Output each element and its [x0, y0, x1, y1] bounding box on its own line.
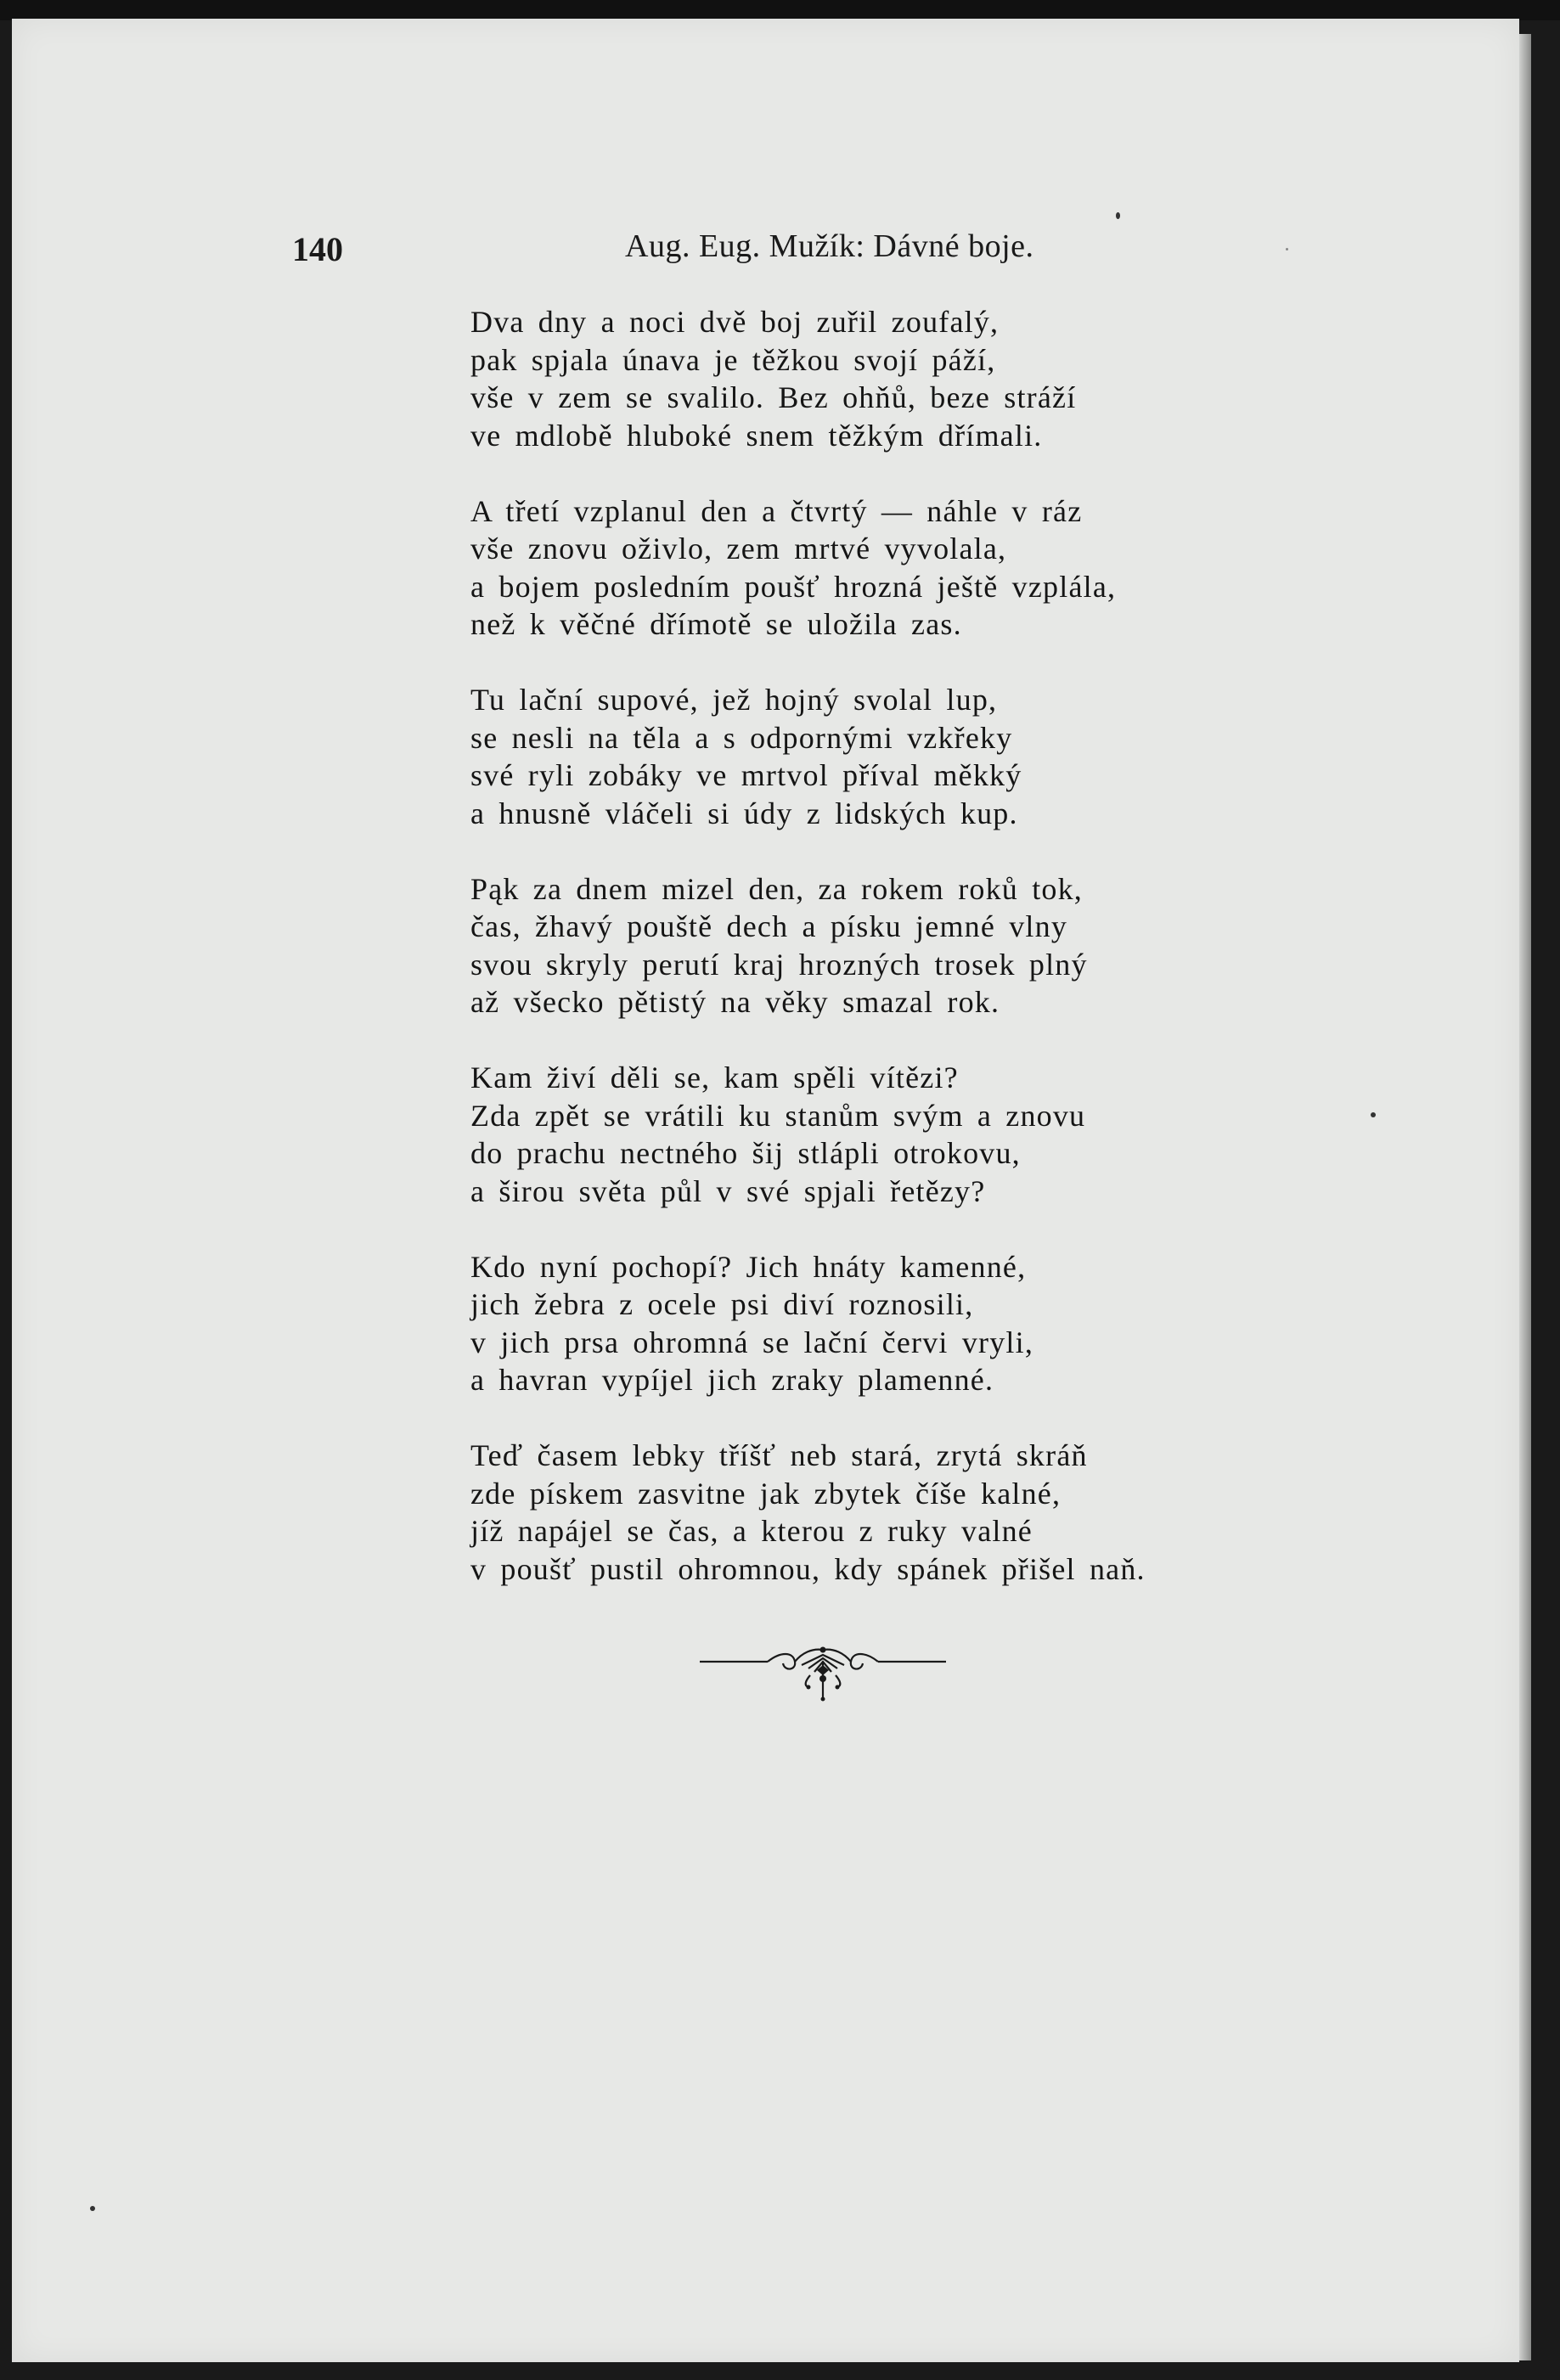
verse-line: v poušť pustil ohromnou, kdy spánek přišel naň. — [470, 1551, 1146, 1586]
dust-speck — [1286, 248, 1288, 250]
dust-speck — [1371, 1112, 1376, 1117]
verse-line: ve mdlobě hluboké snem těžkým dřímali. — [470, 418, 1043, 453]
verse-line: a širou světa půl v své spjali řetězy? — [470, 1173, 986, 1208]
verse-line: Tu lační supové, jež hojný svolal lup, — [470, 683, 998, 717]
verse-line: Zda zpět se vrátili ku stanům svým a znovu — [470, 1098, 1086, 1133]
verse-line: v jich prsa ohromná se lační červi vryli, — [470, 1325, 1034, 1359]
verse-line: do prachu nectného šij stlápli otrokovu, — [470, 1136, 1021, 1170]
stanza — [470, 1059, 1490, 1210]
page-edge-shadow — [1519, 34, 1531, 2360]
verse-line: vše v zem se svalilo. Bez ohňů, beze stráží — [470, 380, 1077, 414]
page-number: 140 — [292, 230, 343, 268]
verse-line: Pąk za dnem mizel den, za rokem roků tok, — [470, 871, 1083, 906]
poem-body — [470, 303, 1490, 1626]
verse-line: čas, žhavý pouště dech a písku jemné vlny — [470, 909, 1068, 943]
verse-line: a havran vypíjel jich zraky plamenné. — [470, 1363, 994, 1397]
scan-top-border — [0, 0, 1560, 20]
verse-line: vše znovu oživlo, zem mrtvé vyvolala, — [470, 532, 1007, 565]
verse-line: a bojem posledním poušť hrozná ještě vzplála, — [470, 569, 1117, 604]
verse-line: Dva dny a noci dvě boj zuřil zoufalý, — [470, 305, 1000, 339]
verse-line: než k věčné dřímotě se uložila zas. — [470, 607, 962, 641]
verse-line: A třetí vzplanul den a čtvrtý — náhle v ráz — [470, 493, 1083, 528]
verse-line: Kdo nyní pochopí? Jich hnáty kamenné, — [470, 1249, 1027, 1284]
verse-line: Kam živí děli se, kam spěli vítězi? — [470, 1061, 959, 1094]
page-header — [12, 222, 1519, 273]
running-head: Aug. Eug. Mužík: Dávné boje. — [625, 228, 1034, 264]
verse-line: jíž napájel se čas, a kterou z ruky valné — [470, 1514, 1033, 1548]
floral-tailpiece-icon — [700, 1636, 946, 1704]
verse-line: a hnusně vláčeli si údy z lidských kup. — [470, 796, 1018, 830]
verse-line: svou skryly perutí kraj hrozných trosek plný — [470, 947, 1088, 982]
book-page — [12, 19, 1519, 2362]
stanza — [470, 303, 1490, 454]
stanza — [470, 681, 1490, 832]
stanza — [470, 492, 1490, 644]
stanza — [470, 870, 1490, 1021]
dust-speck — [1116, 212, 1120, 219]
verse-line: pak spjala únava je těžkou svojí páží, — [470, 342, 996, 377]
stanza — [470, 1437, 1490, 1588]
verse-line: se nesli na těla a s odpornými vzkřeky — [470, 720, 1013, 755]
stanza — [470, 1248, 1490, 1399]
verse-line: jich žebra z ocele psi diví roznosili, — [470, 1287, 974, 1321]
verse-line: až všecko pětistý na věky smazal rok. — [470, 985, 1000, 1019]
verse-line: zde pískem zasvitne jak zbytek číše kalné, — [470, 1476, 1062, 1511]
verse-line: Teď časem lebky tříšť neb stará, zrytá skráň — [470, 1438, 1088, 1472]
dust-speck — [90, 2206, 95, 2211]
verse-line: své ryli zobáky ve mrtvol příval měkký — [470, 758, 1022, 792]
